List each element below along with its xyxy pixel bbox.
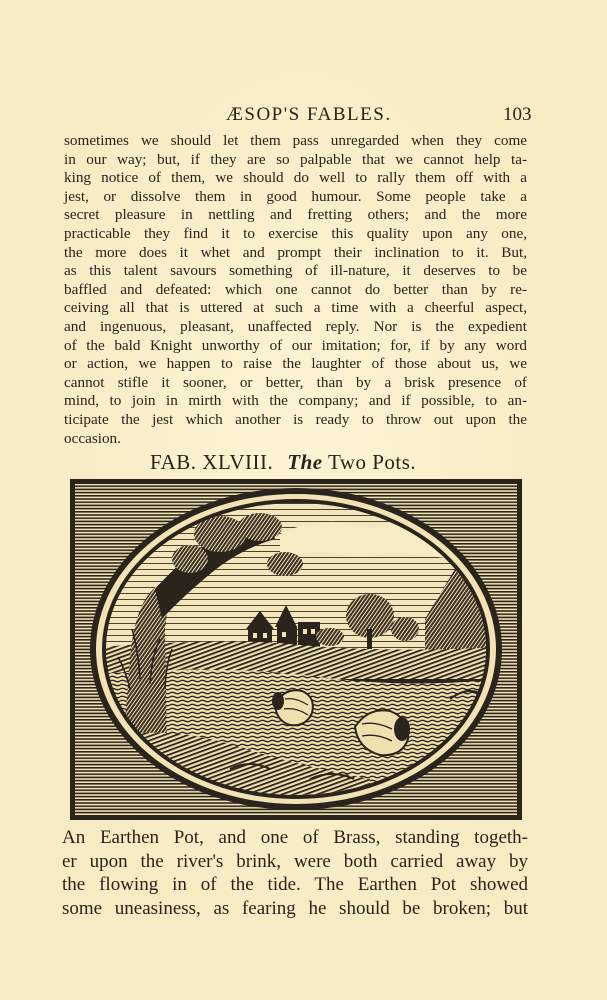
woodcut-illustration — [70, 479, 522, 820]
text-line: secret pleasure in nettling and fretting others; and the more — [64, 206, 527, 224]
story-line: er upon the river's brink, were both carried away by — [62, 850, 528, 872]
text-line: in our way; but, if they are so palpable that we cannot help ta- — [64, 150, 527, 168]
story-line: the flowing in of the tide. The Earthen Pot showed — [62, 874, 528, 895]
page-number: 103 — [503, 104, 532, 125]
fable-number: FAB. XLVIII. — [150, 450, 274, 474]
text-line: baffled and defeated: which one cannot do better than by re- — [64, 280, 527, 298]
text-line: of the bald Knight unworthy of our imitation; for, if by any word — [64, 336, 527, 354]
story-line: some uneasiness, as fearing he should be broken; but — [62, 897, 528, 919]
text-line: occasion. — [64, 429, 121, 447]
fable-heading — [150, 450, 416, 475]
text-line: cannot stifle it sooner, or better, than by a brisk presence of — [64, 373, 527, 391]
text-line: the more does it whet and prompt their inclination to it. But, — [64, 243, 527, 261]
text-line: or action, we happen to raise the laughter of those about us, we — [64, 355, 527, 373]
text-line: as this talent savours something of ill-nature, it deserves to be — [64, 262, 527, 280]
text-line: sometimes we should let them pass unregarded when they come — [64, 132, 527, 149]
text-line: jest, or dissolve them in good humour. Some people take a — [64, 187, 527, 205]
fable-title-article: The — [287, 450, 323, 474]
text-line: mind, to join in mirth with the company; and if possible, to an- — [64, 392, 527, 410]
text-line: ticipate the jest which another is ready to throw out upon the — [64, 410, 527, 428]
fable-title: Two Pots. — [327, 450, 417, 474]
running-head-title: ÆSOP'S FABLES. — [226, 104, 392, 125]
running-head — [0, 104, 607, 128]
text-line: and ingenuous, pleasant, unaffected reply. Nor is the expedient — [64, 317, 527, 335]
moral-paragraph — [64, 132, 527, 448]
text-line: ceiving all that is uttered at such a time with a cheerful aspect, — [64, 299, 527, 317]
text-line: king notice of them, we should do well to rally them off with a — [64, 169, 527, 187]
fable-story — [62, 826, 528, 920]
text-line: practicable they find it to exercise this quality upon any one, — [64, 224, 527, 242]
story-line: An Earthen Pot, and one of Brass, standing togeth- — [62, 827, 528, 848]
